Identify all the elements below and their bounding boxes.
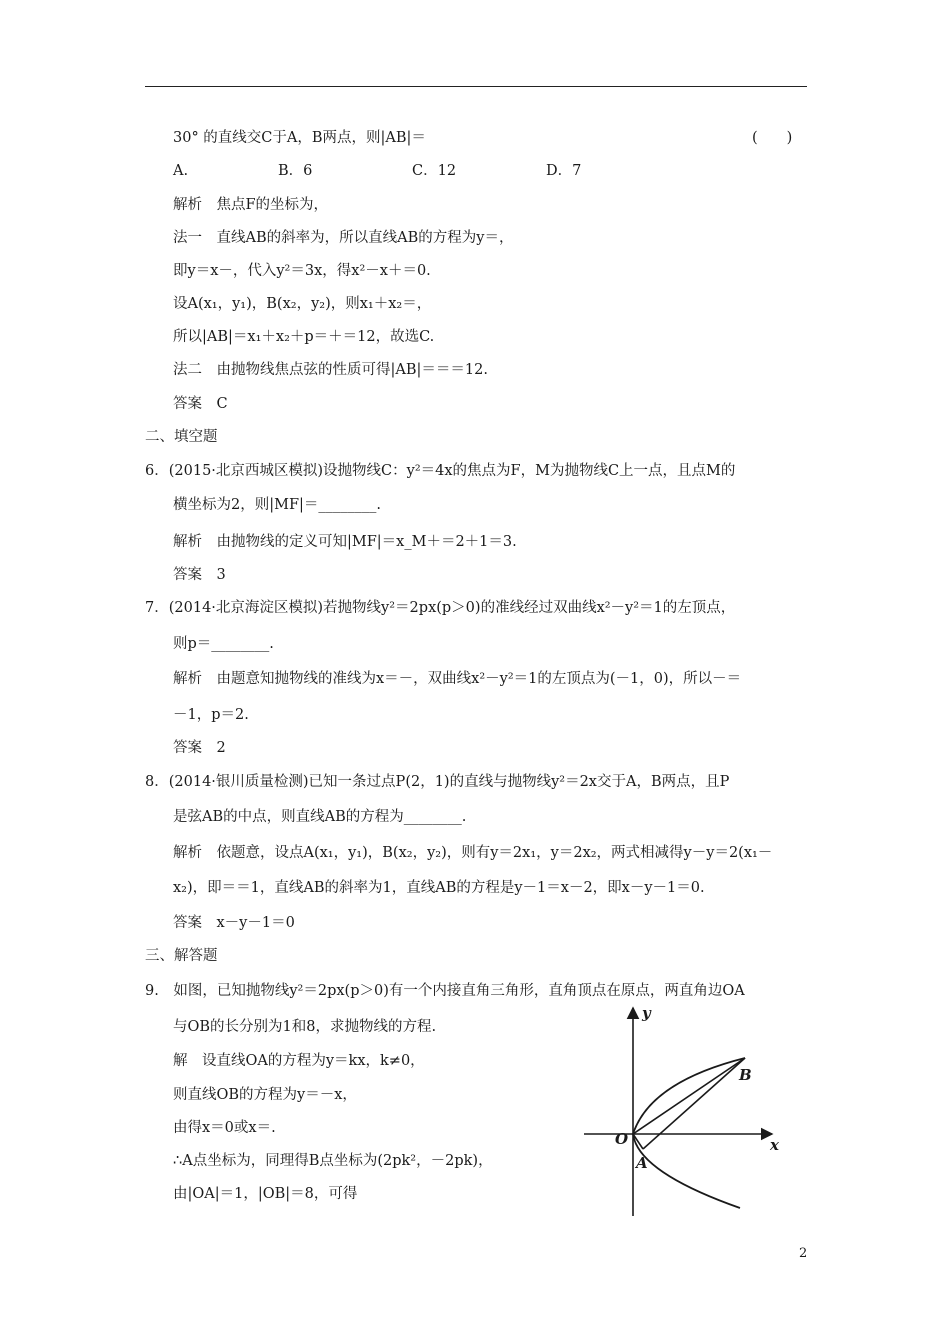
answer-label: 答案 — [173, 567, 202, 583]
answer-label: 答案 — [173, 396, 202, 412]
q6-answer: 答案 3 — [173, 567, 226, 583]
q9-solution-line1: 解 设直线OA的方程为y＝kx，k≠0， — [173, 1053, 425, 1069]
parabola-curve — [633, 1058, 745, 1208]
q5-analysis: 解析 焦点F的坐标为， — [173, 197, 329, 213]
q5-option-d: D．7 — [546, 163, 582, 179]
method1-label: 法一 — [173, 230, 202, 246]
q8-line1: 8．(2014·银川质量检测)已知一条过点P(2，1)的直线与抛物线y²＝2x交于A，B两点，且P — [145, 774, 730, 790]
q8-line2: 是弦AB的中点，则直线AB的方程为________. — [173, 809, 467, 825]
q6-analysis: 解析 由抛物线的定义可知|MF|＝x_M＋＝2＋1＝3. — [173, 534, 517, 550]
q8-analysis-line1: 解析 依题意，设点A(x₁，y₁)，B(x₂，y₂)，则有y＝2x₁，y＝2x₂，两式相减得y－y＝2(x₁－ — [173, 845, 773, 861]
q5-option-c: C．12 — [412, 163, 457, 179]
q7-analysis-line1: 解析 由题意知抛物线的准线为x＝－，双曲线x²－y²＝1的左顶点为(－1，0)，所以－＝ — [173, 671, 742, 687]
q9-line1: 9. 如图，已知抛物线y²＝2px(p＞0)有一个内接直角三角形，直角顶点在原点，两直角边OA — [145, 983, 745, 999]
analysis-label: 解析 — [173, 845, 202, 861]
q9-solution-line4: ∴A点坐标为，同理得B点坐标为(2pk²，－2pk)， — [173, 1153, 493, 1169]
q5-method1-line1: 法一 直线AB的斜率为，所以直线AB的方程为y＝， — [173, 230, 514, 246]
q5-method1-line4: 所以|AB|＝x₁＋x₂＋p＝＋＝12，故选C. — [173, 329, 435, 345]
q5-method1-line3: 设A(x₁，y₁)，B(x₂，y₂)，则x₁＋x₂＝， — [173, 296, 432, 312]
point-a-label: A — [636, 1154, 648, 1172]
q5-answer-paren: ( ) — [752, 130, 793, 146]
q5-stem: 30° 的直线交C于A，B两点，则|AB|＝ — [173, 130, 426, 146]
q6-line2: 横坐标为2，则|MF|＝________. — [173, 497, 382, 513]
q5-method2: 法二 由抛物线焦点弦的性质可得|AB|＝＝＝12. — [173, 362, 488, 378]
section-title-solve: 三、解答题 — [145, 948, 218, 964]
q7-answer: 答案 2 — [173, 740, 226, 756]
origin-label: O — [615, 1130, 629, 1148]
point-b-label: B — [739, 1066, 752, 1084]
analysis-label: 解析 — [173, 534, 202, 550]
q8-answer: 答案 x－y－1＝0 — [173, 915, 295, 931]
answer-label: 答案 — [173, 915, 202, 931]
axis-y-label: y — [642, 1004, 651, 1022]
q7-line1: 7．(2014·北京海淀区模拟)若抛物线y²＝2px(p＞0)的准线经过双曲线x²－y²＝1的左顶点， — [145, 600, 736, 616]
analysis-label: 解析 — [173, 197, 202, 213]
q5-options — [173, 161, 633, 181]
q6-number: 6． — [145, 463, 169, 479]
q7-analysis-line2: －1，p＝2. — [173, 707, 249, 723]
section-title-fill-in: 二、填空题 — [145, 429, 218, 445]
solution-label: 解 — [173, 1053, 188, 1069]
q8-analysis-line2: x₂)，即＝＝1，直线AB的斜率为1，直线AB的方程是y－1＝x－2，即x－y－1＝0. — [173, 880, 705, 896]
q9-solution-line2: 则直线OB的方程为y＝－x， — [173, 1087, 357, 1103]
analysis-label: 解析 — [173, 671, 202, 687]
q6-line1: 6．(2015·北京西城区模拟)设抛物线C：y²＝4x的焦点为F，M为抛物线C上一点，且点M的 — [145, 463, 736, 479]
q8-number: 8． — [145, 774, 169, 790]
q9-solution-line5: 由|OA|＝1，|OB|＝8，可得 — [173, 1186, 358, 1202]
segment-ob — [633, 1058, 745, 1134]
method2-label: 法二 — [173, 362, 202, 378]
q5-answer: 答案 C — [173, 396, 228, 412]
answer-label: 答案 — [173, 740, 202, 756]
q9-solution-line3: 由得x＝0或x＝. — [173, 1120, 276, 1136]
segment-ab — [643, 1058, 745, 1149]
parabola-figure — [580, 1002, 790, 1220]
q5-option-b: B．6 — [278, 163, 313, 179]
q9-line2: 与OB的长分别为1和8，求抛物线的方程. — [173, 1019, 437, 1035]
q9-number: 9. — [145, 983, 159, 999]
q5-method1-line2: 即y＝x－，代入y²＝3x，得x²－x＋＝0. — [173, 263, 431, 279]
page-number: 2 — [799, 1246, 808, 1261]
header-rule — [145, 86, 807, 87]
axis-x-label: x — [770, 1136, 779, 1154]
q7-number: 7． — [145, 600, 169, 616]
q7-line2: 则p＝________. — [173, 636, 274, 652]
q5-option-a: A. — [173, 163, 189, 179]
